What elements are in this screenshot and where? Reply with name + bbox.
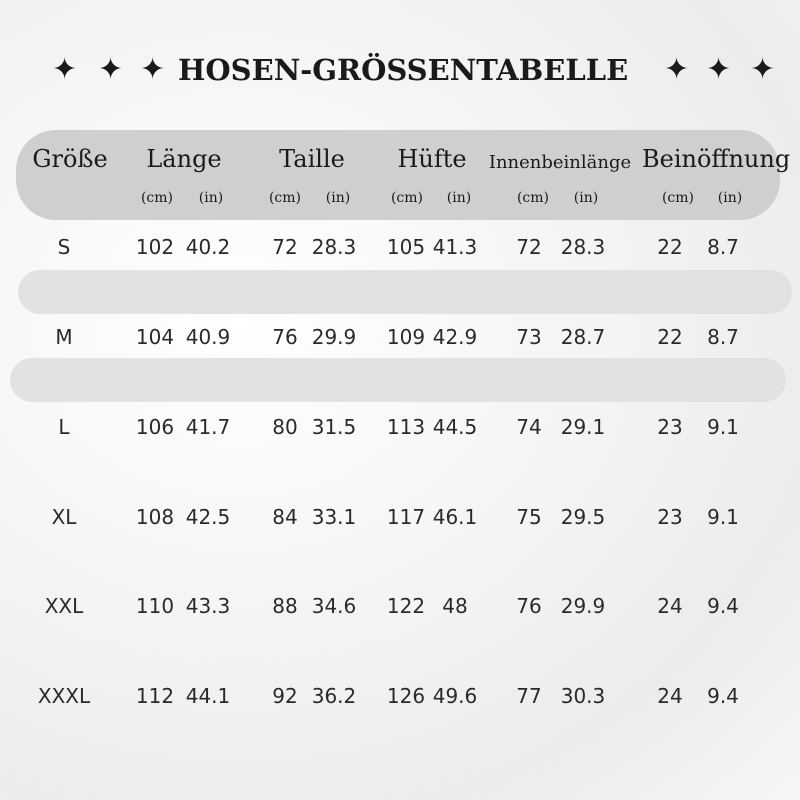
cell-hip-in: 42.9: [432, 325, 478, 349]
cell-hip-cm: 109: [386, 325, 426, 349]
cell-length-cm: 108: [135, 505, 175, 529]
cell-inseam-in: 28.3: [560, 235, 606, 259]
unit-cm: (cm): [140, 190, 174, 206]
cell-hip-in: 44.5: [432, 415, 478, 439]
cell-size: S: [57, 235, 71, 259]
cell-leg-cm: 24: [657, 594, 683, 618]
cell-leg-in: 9.1: [707, 415, 739, 439]
cell-leg-in: 8.7: [707, 325, 739, 349]
cell-inseam-in: 28.7: [560, 325, 606, 349]
cell-waist-in: 34.6: [311, 594, 357, 618]
cell-inseam-in: 29.1: [560, 415, 606, 439]
cell-inseam-cm: 72: [516, 235, 542, 259]
cell-waist-cm: 76: [272, 325, 298, 349]
cell-length-in: 44.1: [185, 684, 231, 708]
unit-cm: (cm): [268, 190, 302, 206]
cell-inseam-in: 29.5: [560, 505, 606, 529]
cell-leg-in: 9.4: [707, 594, 739, 618]
unit-in: (in): [446, 190, 472, 206]
cell-waist-in: 28.3: [311, 235, 357, 259]
row-stripe: [18, 270, 792, 314]
cell-leg-cm: 23: [657, 415, 683, 439]
unit-in: (in): [573, 190, 599, 206]
cell-waist-in: 31.5: [311, 415, 357, 439]
star-icon: ✦: [664, 52, 690, 87]
cell-length-cm: 106: [135, 415, 175, 439]
header-hip: Hüfte: [397, 145, 467, 173]
cell-hip-in: 48: [442, 594, 468, 618]
cell-size: XXL: [44, 594, 84, 618]
star-icon: ✦: [52, 52, 78, 87]
cell-hip-in: 49.6: [432, 684, 478, 708]
cell-inseam-cm: 76: [516, 594, 542, 618]
cell-hip-cm: 117: [386, 505, 426, 529]
cell-length-cm: 110: [135, 594, 175, 618]
header-length: Länge: [146, 145, 222, 173]
cell-waist-cm: 84: [272, 505, 298, 529]
header-leg-opening: Beinöffnung: [642, 145, 791, 173]
star-icon: ✦: [140, 52, 166, 87]
cell-leg-cm: 24: [657, 684, 683, 708]
cell-waist-in: 33.1: [311, 505, 357, 529]
cell-inseam-in: 30.3: [560, 684, 606, 708]
cell-length-in: 42.5: [185, 505, 231, 529]
cell-length-cm: 104: [135, 325, 175, 349]
cell-leg-cm: 22: [657, 235, 683, 259]
unit-cm: (cm): [516, 190, 550, 206]
row-stripe: [10, 358, 786, 402]
title-row: [0, 48, 800, 98]
header-inseam: Innenbeinlänge: [488, 152, 632, 173]
page-title: HOSEN-GRÖSSENTABELLE: [178, 53, 629, 87]
unit-in: (in): [717, 190, 743, 206]
cell-hip-cm: 105: [386, 235, 426, 259]
cell-hip-cm: 122: [386, 594, 426, 618]
cell-inseam-cm: 77: [516, 684, 542, 708]
cell-leg-in: 9.4: [707, 684, 739, 708]
star-icon: ✦: [706, 52, 732, 87]
cell-hip-in: 46.1: [432, 505, 478, 529]
cell-size: L: [58, 415, 70, 439]
cell-inseam-cm: 74: [516, 415, 542, 439]
star-icon: ✦: [98, 52, 124, 87]
cell-waist-in: 36.2: [311, 684, 357, 708]
header-size: Größe: [32, 145, 108, 173]
cell-hip-cm: 126: [386, 684, 426, 708]
cell-waist-cm: 88: [272, 594, 298, 618]
cell-waist-cm: 92: [272, 684, 298, 708]
cell-size: M: [55, 325, 73, 349]
cell-length-in: 40.9: [185, 325, 231, 349]
cell-waist-in: 29.9: [311, 325, 357, 349]
star-icon: ✦: [750, 52, 776, 87]
cell-length-in: 43.3: [185, 594, 231, 618]
cell-length-cm: 112: [135, 684, 175, 708]
cell-length-cm: 102: [135, 235, 175, 259]
cell-length-in: 40.2: [185, 235, 231, 259]
cell-inseam-in: 29.9: [560, 594, 606, 618]
unit-in: (in): [325, 190, 351, 206]
cell-length-in: 41.7: [185, 415, 231, 439]
cell-leg-in: 9.1: [707, 505, 739, 529]
cell-inseam-cm: 73: [516, 325, 542, 349]
cell-inseam-cm: 75: [516, 505, 542, 529]
cell-leg-in: 8.7: [707, 235, 739, 259]
unit-in: (in): [198, 190, 224, 206]
cell-hip-cm: 113: [386, 415, 426, 439]
header-waist: Taille: [279, 145, 345, 173]
cell-leg-cm: 23: [657, 505, 683, 529]
cell-waist-cm: 72: [272, 235, 298, 259]
cell-size: XXXL: [37, 684, 91, 708]
cell-waist-cm: 80: [272, 415, 298, 439]
cell-hip-in: 41.3: [432, 235, 478, 259]
unit-cm: (cm): [390, 190, 424, 206]
cell-leg-cm: 22: [657, 325, 683, 349]
unit-cm: (cm): [661, 190, 695, 206]
cell-size: XL: [51, 505, 77, 529]
